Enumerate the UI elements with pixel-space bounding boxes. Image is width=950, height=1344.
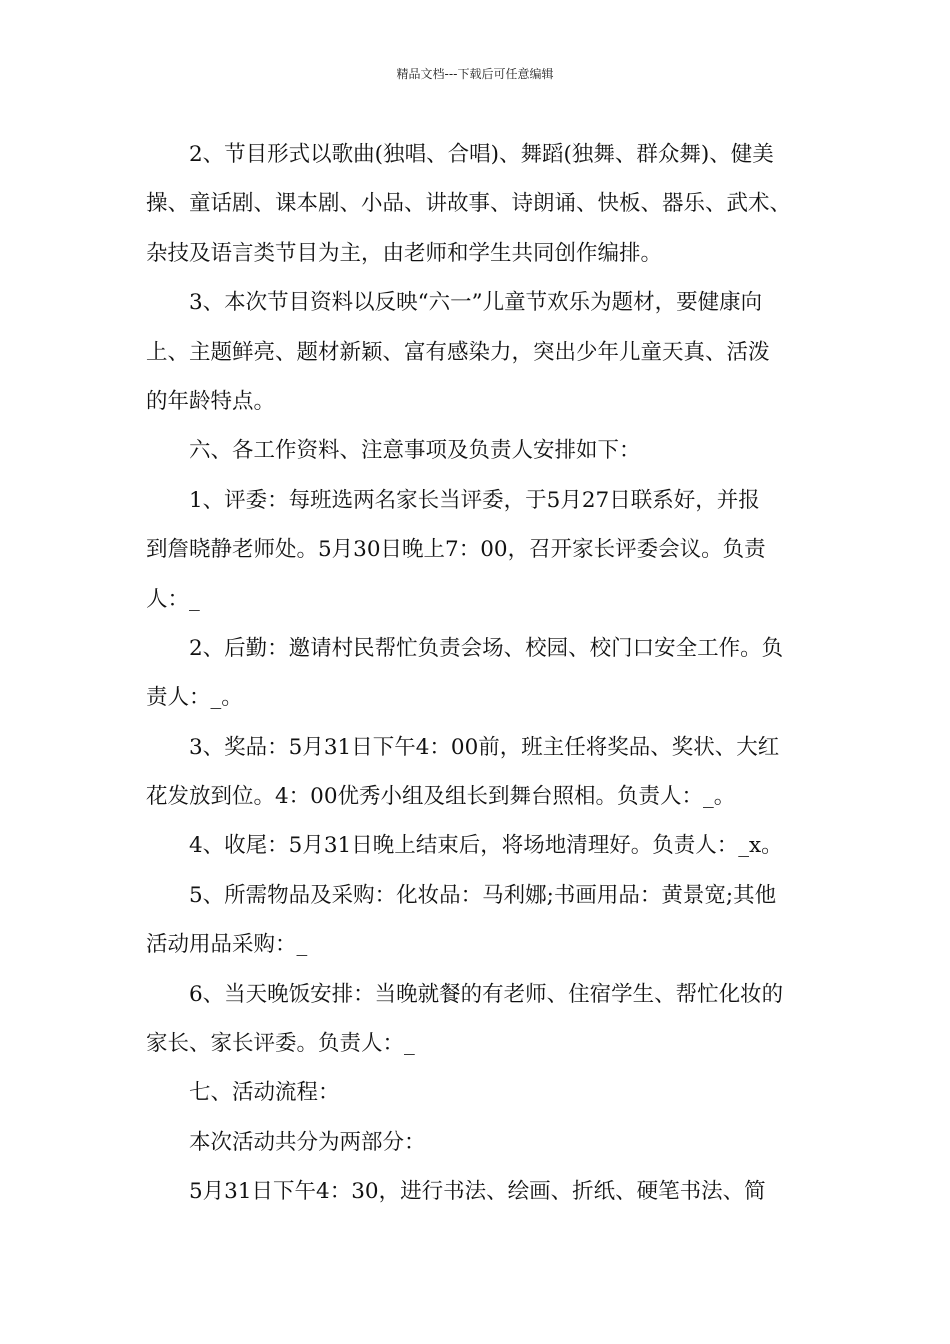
- text-line: 家长、家长评委。负责人：_: [146, 1031, 415, 1057]
- text-line: 花发放到位。4：00优秀小组及组长到舞台照相。负责人：_。: [146, 784, 736, 810]
- text-line: 5、所需物品及采购：化妆品：马利娜;书画用品：黄景宽;其他: [189, 882, 777, 908]
- text-line: 2、后勤：邀请村民帮忙负责会场、校园、校门口安全工作。负: [189, 635, 784, 661]
- document-body: [146, 130, 816, 1217]
- text-line: 4、收尾：5月31日晚上结束后，将场地清理好。负责人：_x。: [189, 833, 783, 859]
- text-line: 人：_: [146, 586, 200, 612]
- text-line: 杂技及语言类节目为主，由老师和学生共同创作编排。: [146, 240, 663, 266]
- text-line: 3、本次节目资料以反映“六一”儿童节欢乐为题材，要健康向: [189, 290, 763, 316]
- text-line: 上、主题鲜亮、题材新颖、富有感染力，突出少年儿童天真、活泼: [146, 339, 770, 365]
- text-line: 七、活动流程：: [189, 1080, 340, 1106]
- page-header: 精品文档---下载后可任意编辑: [396, 67, 554, 81]
- text-line: 6、当天晚饭安排：当晚就餐的有老师、住宿学生、帮忙化妆的: [189, 981, 784, 1007]
- text-line: 3、奖品：5月31日下午4：00前，班主任将奖品、奖状、大红: [189, 734, 780, 760]
- text-line: 操、童话剧、课本剧、小品、讲故事、诗朗诵、快板、器乐、武术、: [146, 191, 792, 217]
- text-line: 5月31日下午4：30，进行书法、绘画、折纸、硬笔书法、简: [189, 1179, 766, 1205]
- text-line: 六、各工作资料、注意事项及负责人安排如下：: [189, 438, 641, 464]
- text-line: 责人：_。: [146, 685, 243, 711]
- text-line: 2、节目形式以歌曲(独唱、合唱)、舞蹈(独舞、群众舞)、健美: [189, 142, 774, 167]
- text-line: 到詹晓静老师处。5月30日晚上7：00，召开家长评委会议。负责: [146, 537, 766, 563]
- text-line: 本次活动共分为两部分：: [189, 1129, 426, 1155]
- text-line: 1、评委：每班选两名家长当评委，于5月27日联系好，并报: [189, 487, 760, 513]
- text-line: 活动用品采购：_: [146, 932, 308, 958]
- text-line: 的年龄特点。: [146, 388, 276, 414]
